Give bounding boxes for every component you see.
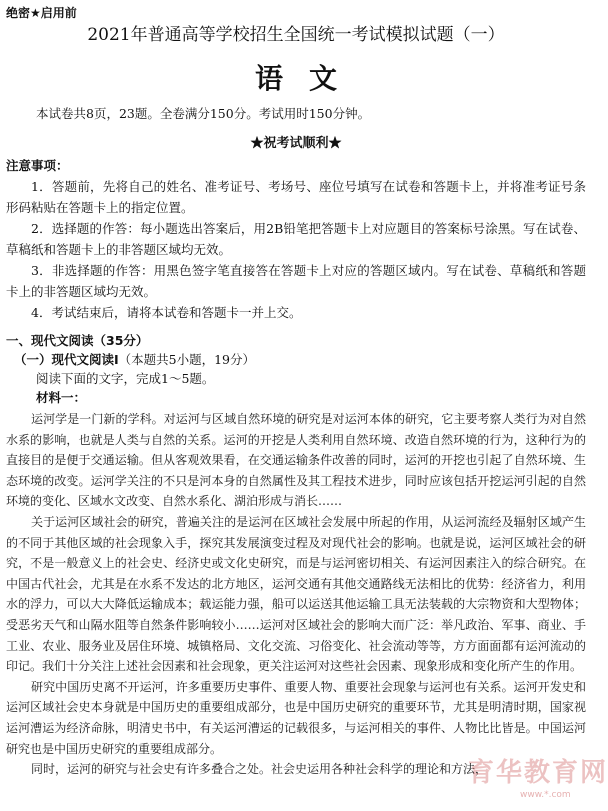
subsection-detail: （本题共5小题，19分）: [118, 352, 256, 367]
good-luck-banner: ★祝考试顺利★: [250, 136, 342, 151]
passage-paragraph: 运河学是一门新的学科。对运河与区域自然环境的研究是对运河本体的研究，它主要考察人类行为对自然水系的影响，也就是人类与自然的关系。运河的开挖是人类利用自然环境、改造自然环境的行为，这种行为的直接目的是便于交通运输。但从客观效果看，在交通运输条件改善的同时，运河的开挖也引起了自然环境、生态环境的改变。运河学关注的不只是河本身的自然属性及其工程技术进步，同时应该包括开挖运河引起的自然环境的变化、区域水文改变、自然水系化、湖泊形成与消长……: [6, 412, 586, 509]
passage-paragraph: 研究中国历史离不开运河，许多重要历史事件、重要人物、重要社会现象与运河也有关系。运河开发史和运河区域社会史本身就是中国历史的重要组成部分，也是中国历史研究的重要环节，尤其是明清时期，国家视运河漕运为经济命脉，明清史书中，有关运河漕运的记载很多，与运河相关的事件、人物比比皆是。中国运河研究也是中国历史研究的重要组成部分。: [6, 679, 586, 756]
passage-paragraph: 同时，运河的研究与社会史有许多叠合之处。社会史运用各种社会科学的理论和方法，: [31, 762, 488, 777]
note-item: 1．答题前，先将自己的姓名、准考证号、考场号、座位号填写在试卷和答题卡上，并将准考证号条形码粘贴在答题卡上的指定位置。: [6, 179, 586, 215]
subsection-label: （一）现代文阅读Ⅰ: [14, 352, 119, 367]
exam-title: 2021年普通高等学校招生全国统一考试模拟试题（一）: [87, 25, 505, 45]
notes-list: [6, 176, 586, 323]
reading-passage: [6, 409, 586, 780]
section-heading: 一、现代文阅读（35分）: [6, 333, 149, 348]
confidential-label: 绝密★启用前: [6, 6, 77, 20]
subsection-heading: [14, 352, 255, 368]
watermark-url: www.*.com: [520, 790, 571, 800]
note-item: 3．非选择题的作答：用黑色签字笔直接答在答题卡上对应的答题区域内。写在试卷、草稿纸和答题卡上的非答题区域均无效。: [6, 263, 586, 299]
material-label: 材料一：: [36, 390, 87, 405]
watermark-logo: 育华教育网: [468, 758, 608, 788]
note-item: 4．考试结束后，请将本试卷和答题卡一并上交。: [31, 305, 302, 320]
note-item: 2．选择题的作答：每小题选出答案后，用2B铅笔把答题卡上对应题目的答案标号涂黑。写在试卷、草稿纸和答题卡上的非答题区域均无效。: [6, 221, 586, 257]
exam-info: 本试卷共8页，23题。全卷满分150分。考试用时150分钟。: [36, 106, 371, 121]
passage-paragraph: 关于运河区域社会的研究，普遍关注的是运河在区域社会发展中所起的作用，从运河流经及辐射区域产生的不同于其他区域的社会现象入手，探究其发展演变过程及对现代社会的影响。也就是说，运河区域社会的研究，不是一般意义上的社会史、经济史或文化史研究，而是与运河密切相关、有运河因素注入的综合研究。在中国古代社会，尤其是在水系不发达的北方地区，运河交通有其他交通路线无法相比的优势：经济省力，利用水的浮力，可以大大降低运输成本；载运能力强，船可以运送其他运输工具无法装载的大宗物资和大型物体；受恶劣天气和山隔水阻等自然条件影响较小……运河对区域社会的影响大而广泛：举凡政治、军事、商业、手工业、农业、服务业及居住环境、城镇格局、文化交流、习俗变化、社会流动等等，方方面面都有运河流动的印记。我们十分关注上述社会因素和社会现象，更关注运河对这些社会因素、现象形成和变化所产生的作用。: [6, 514, 586, 674]
notes-heading: 注意事项：: [6, 158, 69, 173]
reading-instruction: 阅读下面的文字，完成1～5题。: [36, 371, 215, 386]
subject-title: 语文: [254, 62, 363, 95]
